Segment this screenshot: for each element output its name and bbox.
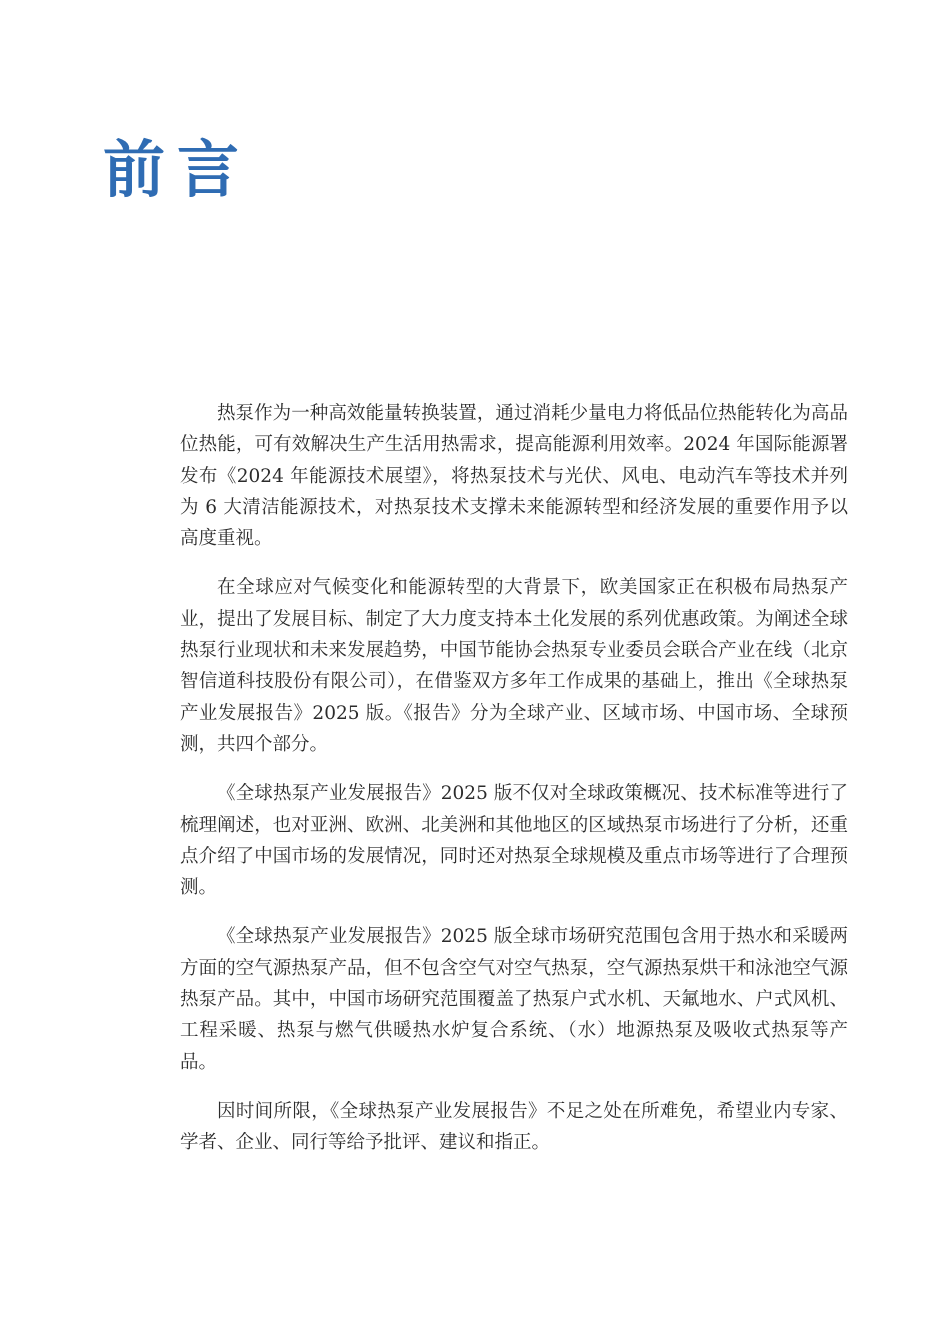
- paragraph-4: 《全球热泵产业发展报告》2025 版全球市场研究范围包含用于热水和采暖两方面的空气源热泵产品，但不包含空气对空气热泵，空气源热泵烘干和泳池空气源热泵产品。其中，中国市场研究范围覆盖了热泵户式水机、天氟地水、户式风机、工程采暖、热泵与燃气供暖热水炉复合系统、（水）地源热泵及吸收式热泵等产品。: [180, 926, 848, 1073]
- preface-body: [180, 398, 848, 1177]
- page-title: 前言: [103, 133, 252, 206]
- paragraph-5: 因时间所限，《全球热泵产业发展报告》不足之处在所难免，希望业内专家、学者、企业、同行等给予批评、建议和指正。: [180, 1100, 848, 1154]
- paragraph-3: 《全球热泵产业发展报告》2025 版不仅对全球政策概况、技术标准等进行了梳理阐述，也对亚洲、欧洲、北美洲和其他地区的区域热泵市场进行了分析，还重点介绍了中国市场的发展情况，同时还对热泵全球规模及重点市场等进行了合理预测。: [180, 783, 848, 899]
- paragraph-2: 在全球应对气候变化和能源转型的大背景下，欧美国家正在积极布局热泵产业，提出了发展目标、制定了大力度支持本土化发展的系列优惠政策。为阐述全球热泵行业现状和未来发展趋势，中国节能协会热泵专业委员会联合产业在线（北京智信道科技股份有限公司），在借鉴双方多年工作成果的基础上，推出《全球热泵产业发展报告》2025 版。《报告》分为全球产业、区域市场、中国市场、全球预测，共四个部分。: [180, 577, 848, 755]
- paragraph-1: 热泵作为一种高效能量转换装置，通过消耗少量电力将低品位热能转化为高品位热能，可有效解决生产生活用热需求，提高能源利用效率。2024 年国际能源署发布《2024 年能源技术展望》，将热泵技术与光伏、风电、电动汽车等技术并列为 6 大清洁能源技术，对热泵技术支撑未来能源转型和经济发展的重要作用予以高度重视。: [180, 403, 848, 550]
